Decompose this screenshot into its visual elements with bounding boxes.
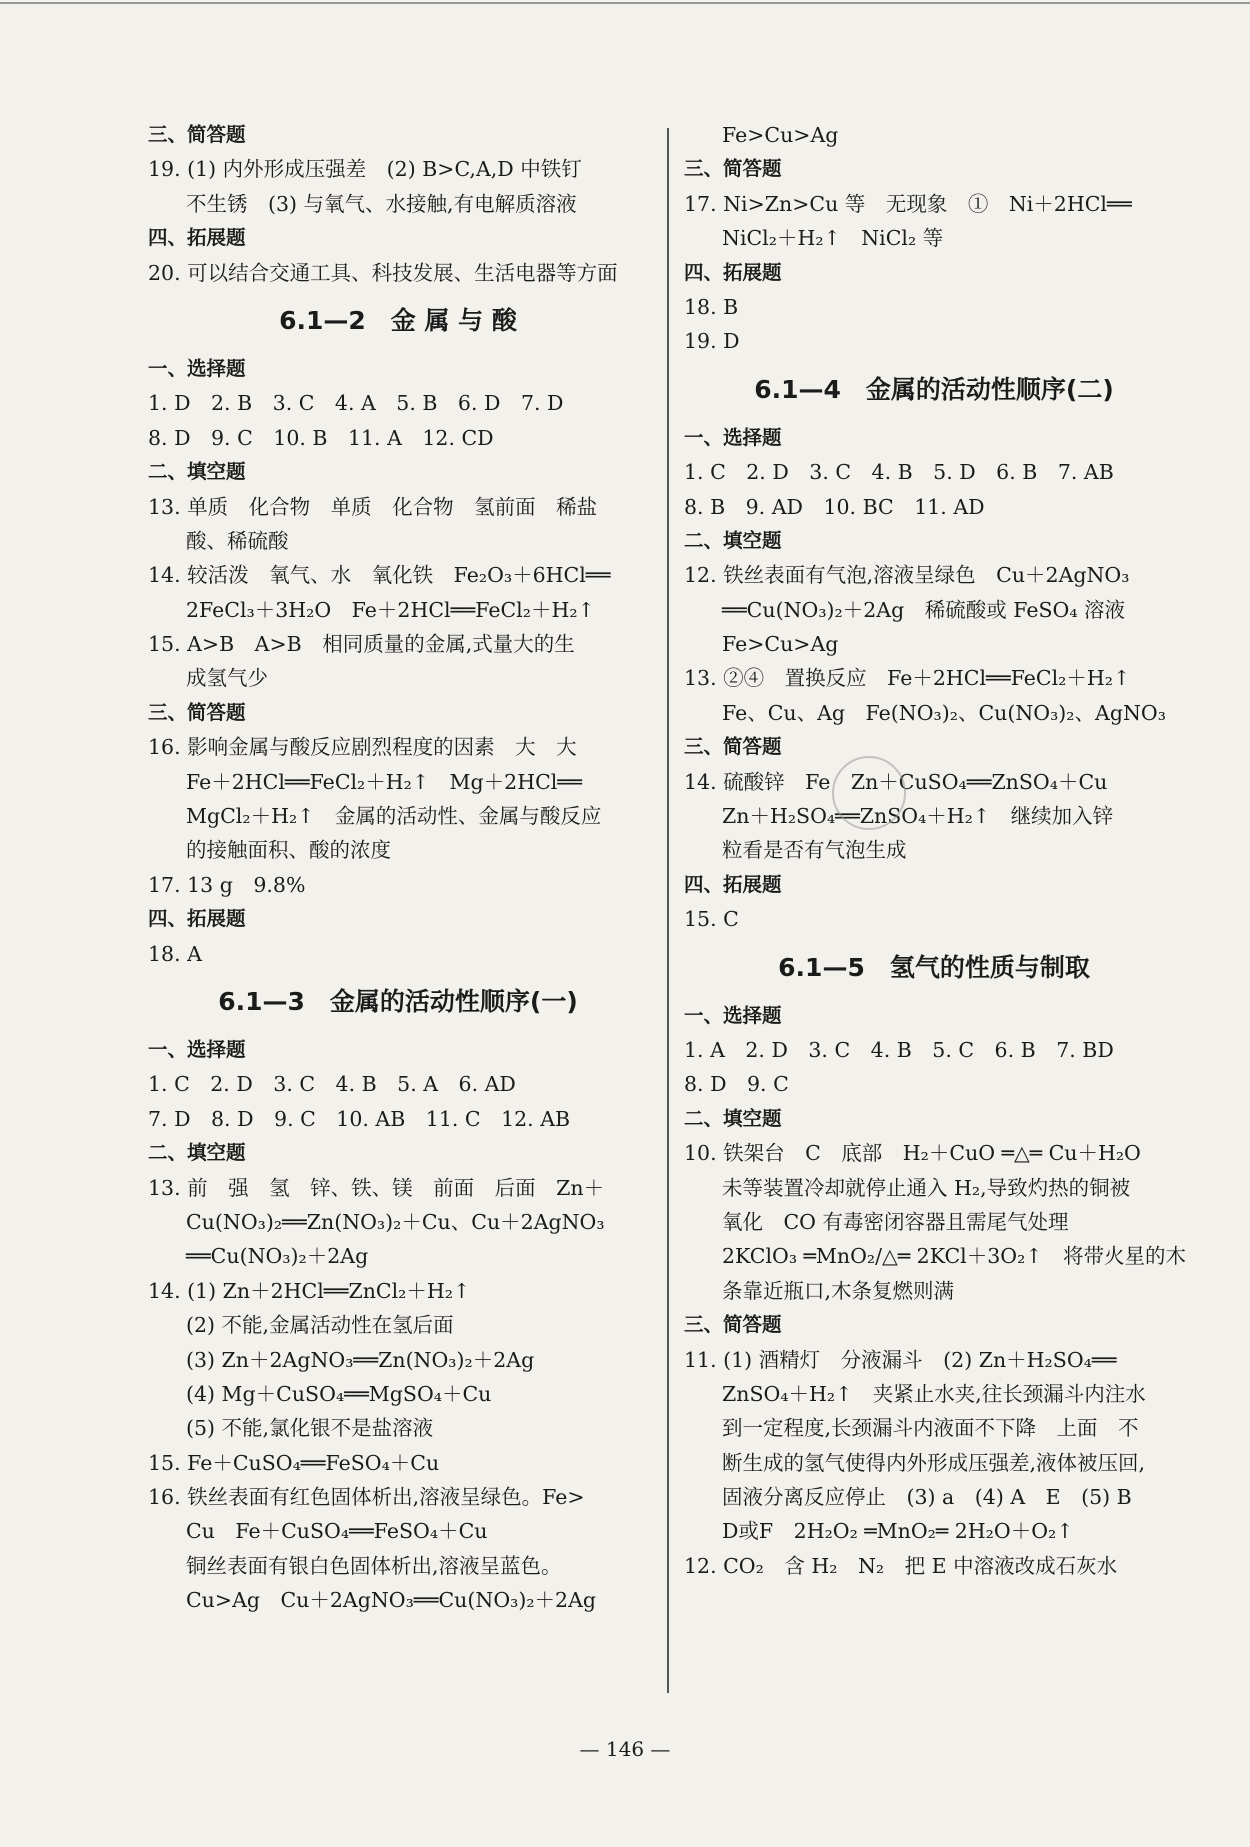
answer-line: 14. (1) Zn＋2HCl══ZnCl₂＋H₂↑ [148, 1278, 471, 1303]
answer-line: Fe>Cu>Ag [722, 123, 839, 147]
answer-line: 13. 前 强 氢 锌、铁、镁 前面 后面 Zn＋ [148, 1175, 605, 1200]
section-heading: 四、拓展题 [684, 872, 782, 896]
answer-line: (3) Zn＋2AgNO₃══Zn(NO₃)₂＋2Ag [186, 1347, 535, 1372]
answer-line: 固液分离反应停止 (3) a (4) A E (5) B [722, 1485, 1132, 1510]
answer-line: 酸、稀硫酸 [186, 528, 289, 553]
section-heading: 三、简答题 [684, 735, 782, 759]
answer-line: Cu(NO₃)₂══Zn(NO₃)₂＋Cu、Cu＋2AgNO₃ [186, 1209, 605, 1234]
answer-line: 7. D 8. D 9. C 10. AB 11. C 12. AB [148, 1106, 571, 1131]
answer-line: 1. C 2. D 3. C 4. B 5. A 6. AD [148, 1072, 516, 1097]
answer-line: 2FeCl₃＋3H₂O Fe＋2HCl══FeCl₂＋H₂↑ [186, 597, 595, 622]
answer-line: 8. B 9. AD 10. BC 11. AD [684, 494, 985, 519]
section-heading: 一、选择题 [684, 425, 782, 449]
section-heading: 一、选择题 [148, 356, 246, 380]
answer-line: 15. C [684, 907, 739, 932]
section-heading: 三、简答题 [148, 123, 246, 146]
answer-line: Fe>Cu>Ag [722, 632, 839, 657]
answer-line: 成氢气少 [186, 666, 268, 691]
answer-line: 铜丝表面有银白色固体析出,溶液呈蓝色。 [186, 1553, 562, 1578]
section-title: 6.1—2 金 属 与 酸 [279, 305, 517, 335]
section-heading: 四、拓展题 [148, 907, 246, 931]
section-heading: 四、拓展题 [148, 226, 246, 250]
answer-line: (2) 不能,金属活动性在氢后面 [186, 1313, 454, 1338]
right-column [684, 118, 1184, 1583]
answer-line: ══Cu(NO₃)₂＋2Ag [186, 1244, 369, 1269]
answer-line: 断生成的氢气使得内外形成压强差,液体被压回, [722, 1450, 1146, 1475]
answer-line: NiCl₂＋H₂↑ NiCl₂ 等 [722, 226, 944, 251]
answer-line: 13. 单质 化合物 单质 化合物 氢前面 稀盐 [148, 494, 598, 519]
answer-line: 15. Fe＋CuSO₄══FeSO₄＋Cu [148, 1450, 440, 1475]
answer-line: 17. 13 g 9.8% [148, 872, 306, 897]
column-divider [667, 128, 669, 1693]
section-heading: 二、填空题 [684, 1106, 782, 1130]
answer-line: 14. 硫酸锌 Fe Zn＋CuSO₄══ZnSO₄＋Cu [684, 769, 1108, 794]
answer-line: ZnSO₄＋H₂↑ 夹紧止水夹,往长颈漏斗内注水 [722, 1381, 1146, 1406]
section-title: 6.1—4 金属的活动性顺序(二) [754, 374, 1114, 404]
answer-line: Fe＋2HCl══FeCl₂＋H₂↑ Mg＋2HCl══ [186, 769, 583, 794]
answer-line: 未等装置冷却就停止通入 H₂,导致灼热的铜被 [722, 1175, 1131, 1200]
answer-line: 不生锈 (3) 与氧气、水接触,有电解质溶液 [186, 191, 577, 216]
answer-line: 8. D 9. C 10. B 11. A 12. CD [148, 425, 494, 450]
answer-line: 12. CO₂ 含 H₂ N₂ 把 E 中溶液改成石灰水 [684, 1553, 1118, 1578]
section-heading: 四、拓展题 [684, 260, 782, 284]
section-heading: 一、选择题 [148, 1037, 246, 1061]
answer-line: MgCl₂＋H₂↑ 金属的活动性、金属与酸反应 [186, 804, 602, 829]
answer-line: 19. (1) 内外形成压强差 (2) B>C,A,D 中铁钉 [148, 157, 582, 182]
answer-line: 1. D 2. B 3. C 4. A 5. B 6. D 7. D [148, 391, 564, 416]
section-heading: 二、填空题 [148, 460, 246, 484]
answer-line: Cu Fe＋CuSO₄══FeSO₄＋Cu [186, 1519, 488, 1544]
answer-line: Cu>Ag Cu＋2AgNO₃══Cu(NO₃)₂＋2Ag [186, 1588, 597, 1613]
answer-line: 到一定程度,长颈漏斗内液面不下降 上面 不 [722, 1416, 1139, 1441]
answer-line: 2KClO₃ ═MnO₂/△═ 2KCl＋3O₂↑ 将带火星的木 [722, 1244, 1186, 1269]
answer-line: 18. B [684, 294, 739, 319]
answer-line: D或F 2H₂O₂ ═MnO₂═ 2H₂O＋O₂↑ [722, 1519, 1074, 1544]
section-title: 6.1—5 氢气的性质与制取 [778, 952, 1090, 982]
answer-line: 11. (1) 酒精灯 分液漏斗 (2) Zn＋H₂SO₄══ [684, 1347, 1117, 1372]
section-heading: 一、选择题 [684, 1003, 782, 1027]
answer-line: Fe、Cu、Ag Fe(NO₃)₂、Cu(NO₃)₂、AgNO₃ [722, 700, 1166, 725]
answer-line: 的接触面积、酸的浓度 [186, 838, 391, 863]
section-heading: 三、简答题 [684, 1313, 782, 1337]
answer-line: 12. 铁丝表面有气泡,溶液呈绿色 Cu＋2AgNO₃ [684, 563, 1130, 588]
section-heading: 三、简答题 [148, 700, 246, 724]
answer-line: 15. A>B A>B 相同质量的金属,式量大的生 [148, 632, 575, 657]
section-heading: 三、简答题 [684, 157, 782, 181]
answer-line: 1. C 2. D 3. C 4. B 5. D 6. B 7. AB [684, 460, 1114, 485]
left-column [148, 118, 648, 1618]
answer-line: 粒看是否有气泡生成 [722, 838, 907, 863]
answer-line: 17. Ni>Zn>Cu 等 无现象 ① Ni＋2HCl══ [684, 191, 1132, 216]
section-heading: 二、填空题 [684, 528, 782, 552]
answer-line: 1. A 2. D 3. C 4. B 5. C 6. B 7. BD [684, 1037, 1114, 1062]
answer-line: 20. 可以结合交通工具、科技发展、生活电器等方面 [148, 260, 618, 285]
answer-line: (4) Mg＋CuSO₄══MgSO₄＋Cu [186, 1381, 492, 1406]
answer-line: 14. 较活泼 氧气、水 氧化铁 Fe₂O₃＋6HCl══ [148, 563, 611, 588]
top-rule [0, 2, 1250, 4]
answer-line: Zn＋H₂SO₄══ZnSO₄＋H₂↑ 继续加入锌 [722, 804, 1114, 829]
answer-line: ══Cu(NO₃)₂＋2Ag 稀硫酸或 FeSO₄ 溶液 [722, 597, 1126, 622]
answer-line: 13. ②④ 置换反应 Fe＋2HCl══FeCl₂＋H₂↑ [684, 666, 1131, 691]
answer-line: 10. 铁架台 C 底部 H₂＋CuO ═△═ Cu＋H₂O [684, 1141, 1141, 1166]
answer-line: (5) 不能,氯化银不是盐溶液 [186, 1416, 434, 1441]
answer-line: 18. A [148, 941, 202, 966]
answer-line: 条靠近瓶口,木条复燃则满 [722, 1278, 955, 1303]
answer-line: 19. D [684, 329, 740, 354]
answer-line: 氧化 CO 有毒密闭容器且需尾气处理 [722, 1209, 1069, 1234]
section-heading: 二、填空题 [148, 1141, 246, 1165]
answer-line: 8. D 9. C [684, 1072, 789, 1097]
section-title: 6.1—3 金属的活动性顺序(一) [218, 986, 578, 1016]
page-number: — 146 — [579, 1737, 671, 1761]
watermark-stamp [832, 756, 906, 830]
answer-line: 16. 铁丝表面有红色固体析出,溶液呈绿色。Fe> [148, 1485, 585, 1510]
answer-line: 16. 影响金属与酸反应剧烈程度的因素 大 大 [148, 735, 577, 760]
